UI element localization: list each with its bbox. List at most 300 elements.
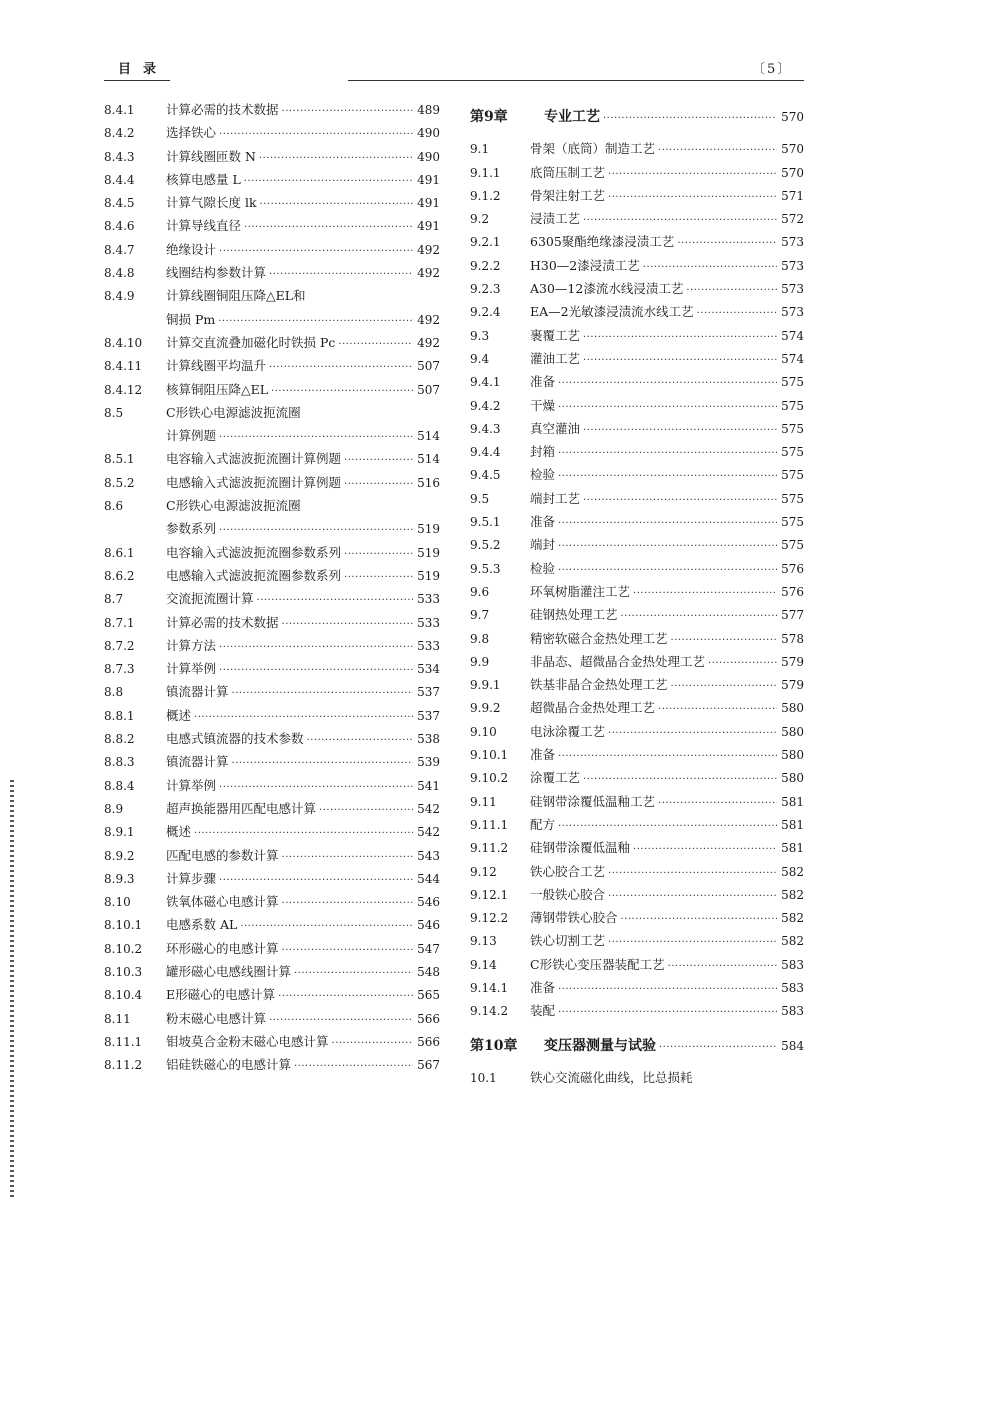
entry-title: E形磁心的电感计算 — [166, 987, 276, 1003]
entry-title: 超声换能器用匹配电感计算 — [166, 800, 317, 816]
toc-entry[interactable] — [104, 846, 440, 869]
leader-dots — [583, 215, 777, 226]
leader-dots — [259, 153, 413, 164]
leader-dots — [319, 805, 413, 816]
entry-title: 精密软磁合金热处理工艺 — [530, 630, 668, 646]
toc-entry[interactable] — [470, 652, 804, 675]
toc-entry[interactable] — [104, 240, 440, 263]
entry-number: 9.12.2 — [470, 911, 509, 926]
entry-title: A30—12漆流水线浸渍工艺 — [530, 281, 684, 297]
entry-page: 583 — [781, 980, 804, 995]
entry-title: 6305聚酯绝缘漆浸渍工艺 — [530, 234, 675, 250]
entry-page: 573 — [781, 258, 804, 273]
entry-number: 9.3 — [470, 328, 490, 343]
entry-number: 8.8.1 — [104, 708, 135, 723]
entry-page: 581 — [781, 817, 804, 832]
leader-dots — [219, 642, 413, 653]
entry-page: 489 — [417, 103, 440, 117]
entry-number: 8.7.2 — [104, 638, 135, 653]
entry-number: 9.1.2 — [470, 188, 501, 203]
entry-number: 8.9.2 — [104, 848, 135, 863]
entry-number: 8.9 — [104, 801, 124, 816]
entry-page: 566 — [417, 1011, 440, 1026]
toc-entry[interactable] — [470, 698, 804, 721]
entry-number: 10.1 — [470, 1070, 497, 1085]
leader-dots — [558, 751, 777, 762]
entry-number: 9.12 — [470, 864, 497, 879]
leader-dots — [219, 525, 413, 536]
entry-title: 概述 — [166, 824, 192, 840]
toc-right-column — [470, 100, 804, 1091]
leader-dots — [677, 238, 777, 249]
entry-page: 541 — [417, 778, 440, 793]
leader-dots — [583, 355, 777, 366]
entry-page: 566 — [417, 1034, 440, 1049]
leader-dots — [219, 665, 413, 676]
toc-entry[interactable] — [470, 256, 804, 279]
chapter-title: 变压器测量与试验 — [544, 1037, 656, 1054]
entry-page: 492 — [417, 242, 440, 257]
leader-dots — [282, 898, 413, 909]
toc-entry[interactable] — [104, 985, 440, 1008]
toc-entry[interactable] — [470, 722, 804, 745]
entry-title: 铁心胶合工艺 — [530, 863, 606, 879]
leader-dots — [671, 681, 777, 692]
toc-entry[interactable] — [104, 799, 440, 822]
toc-entry[interactable] — [104, 706, 440, 729]
entry-page: 533 — [417, 615, 440, 630]
entry-page: 548 — [417, 964, 440, 979]
entry-title: 底筒压制工艺 — [530, 164, 606, 180]
entry-page: 580 — [781, 701, 804, 716]
entry-title: 镇流器计算 — [166, 684, 229, 700]
leader-dots — [558, 471, 777, 482]
leader-dots — [558, 402, 777, 413]
entry-number: 9.6 — [470, 584, 490, 599]
entry-title: 电感输入式滤波扼流圈参数系列 — [166, 567, 342, 583]
entry-page: 578 — [781, 631, 804, 646]
leader-dots — [658, 704, 777, 715]
chapter-9-heading[interactable] — [470, 106, 804, 129]
entry-number: 8.11 — [104, 1011, 131, 1026]
entry-page: 533 — [417, 638, 440, 653]
entry-number: 9.2.2 — [470, 258, 501, 273]
entry-page: 575 — [781, 445, 804, 460]
entry-page: 537 — [417, 708, 440, 723]
toc-entry[interactable] — [104, 426, 440, 449]
entry-title: 骨架（底筒）制造工艺 — [530, 141, 656, 157]
running-header-left: 目录 — [118, 62, 169, 77]
toc-entry[interactable] — [104, 776, 440, 799]
entry-number: 9.9 — [470, 654, 490, 669]
entry-number: 9.14.2 — [470, 1004, 509, 1019]
leader-dots — [608, 728, 777, 739]
entry-title: 罐形磁心电感线圈计算 — [166, 963, 292, 979]
entry-number: 8.8.2 — [104, 732, 135, 747]
toc-entry[interactable] — [104, 519, 440, 542]
leader-dots — [219, 246, 413, 257]
leader-dots — [603, 113, 777, 124]
toc-entry[interactable] — [104, 869, 440, 892]
toc-entry[interactable] — [104, 939, 440, 962]
toc-entry[interactable] — [470, 675, 804, 698]
entry-title: 铁基非晶合金热处理工艺 — [530, 677, 668, 693]
entry-page: 575 — [781, 375, 804, 390]
entry-number: 8.4.7 — [104, 242, 135, 257]
toc-entry[interactable] — [470, 186, 804, 209]
leader-dots — [344, 455, 413, 466]
toc-entry[interactable] — [104, 310, 440, 333]
entry-title: 硅钢带涂覆低温釉工艺 — [530, 793, 656, 809]
entry-page: 519 — [417, 545, 440, 560]
toc-entry[interactable] — [470, 302, 804, 325]
leader-dots — [659, 1042, 777, 1053]
entry-title: 计算导线直径 — [166, 218, 242, 234]
leader-dots — [294, 968, 413, 979]
entry-title: 计算必需的技术数据 — [166, 614, 279, 630]
entry-title: 检验 — [530, 560, 556, 576]
entry-page: 580 — [781, 724, 804, 739]
entry-title: 铁心交流磁化曲线，比总损耗 — [530, 1069, 693, 1085]
entry-title: 计算必需的技术数据 — [166, 102, 279, 117]
entry-number: 9.8 — [470, 631, 490, 646]
entry-number: 9.7 — [470, 608, 490, 623]
entry-number: 9.4.2 — [470, 398, 501, 413]
leader-dots — [583, 332, 777, 343]
entry-title: 电感输入式滤波扼流圈计算例题 — [166, 474, 342, 490]
leader-dots — [558, 448, 777, 459]
entry-page: 490 — [417, 126, 440, 141]
toc-entry[interactable] — [104, 100, 440, 123]
entry-page: 492 — [417, 312, 440, 327]
toc-entry[interactable] — [104, 286, 440, 309]
leader-dots — [332, 1038, 413, 1049]
entry-page: 542 — [417, 825, 440, 840]
leader-dots — [194, 712, 413, 723]
entry-title: 准备 — [530, 514, 556, 530]
toc-entry[interactable] — [470, 232, 804, 255]
entry-page: 575 — [781, 515, 804, 530]
entry-number: 8.5.1 — [104, 452, 135, 467]
entry-title: 非晶态、超微晶合金热处理工艺 — [530, 653, 706, 669]
toc-entry[interactable] — [470, 465, 804, 488]
entry-page: 577 — [781, 608, 804, 623]
toc-entry[interactable] — [104, 915, 440, 938]
toc-entry[interactable] — [104, 333, 440, 356]
leader-dots — [282, 619, 413, 630]
entry-page: 519 — [417, 522, 440, 537]
entry-page: 581 — [781, 841, 804, 856]
entry-number: 9.4 — [470, 351, 490, 366]
toc-entry[interactable] — [104, 752, 440, 775]
entry-number: 9.4.3 — [470, 421, 501, 436]
chapter-number: 第10章 — [470, 1037, 518, 1054]
entry-title: 计算线圈匝数 N — [166, 148, 256, 164]
entry-page: 573 — [781, 235, 804, 250]
toc-entry[interactable] — [470, 908, 804, 931]
entry-number: 9.11.1 — [470, 817, 509, 832]
entry-page: 492 — [417, 266, 440, 281]
entry-page: 580 — [781, 748, 804, 763]
entry-page: 579 — [781, 654, 804, 669]
leader-dots — [608, 937, 777, 948]
toc-entry[interactable] — [470, 209, 804, 232]
toc-entry[interactable] — [104, 496, 440, 519]
toc-entry[interactable] — [104, 1032, 440, 1055]
entry-title: 准备 — [530, 374, 556, 390]
entry-title: 封箱 — [530, 444, 556, 460]
entry-title: 绝缘设计 — [166, 241, 217, 257]
toc-entry[interactable] — [104, 822, 440, 845]
entry-title: 超微晶合金热处理工艺 — [530, 700, 656, 716]
toc-entry[interactable] — [470, 489, 804, 512]
leader-dots — [686, 285, 777, 296]
entry-page: 514 — [417, 452, 440, 467]
leader-dots — [621, 611, 777, 622]
toc-entry[interactable] — [104, 589, 440, 612]
entry-title: 准备 — [530, 747, 556, 763]
leader-dots — [257, 595, 413, 606]
entry-page: 582 — [781, 864, 804, 879]
entry-title: 参数系列 — [166, 521, 217, 537]
leader-dots — [558, 821, 777, 832]
toc-entry[interactable] — [104, 473, 440, 496]
leader-dots — [344, 549, 413, 560]
toc-entry[interactable] — [470, 1068, 804, 1091]
entry-title: 灌油工艺 — [530, 350, 581, 366]
toc-entry[interactable] — [470, 396, 804, 419]
entry-page: 534 — [417, 662, 440, 677]
entry-title: 真空灌油 — [530, 420, 581, 436]
entry-title: 计算例题 — [166, 428, 217, 444]
leader-dots — [244, 176, 413, 187]
toc-entry[interactable] — [470, 978, 804, 1001]
leader-dots — [282, 106, 413, 117]
toc-entry[interactable] — [104, 123, 440, 146]
toc-entry[interactable] — [104, 193, 440, 216]
entry-title: 端封 — [530, 537, 556, 553]
entry-page: 571 — [781, 188, 804, 203]
entry-page: 576 — [781, 561, 804, 576]
leader-dots — [697, 308, 777, 319]
leader-dots — [583, 425, 777, 436]
toc-entry[interactable] — [470, 582, 804, 605]
toc-entry[interactable] — [470, 838, 804, 861]
entry-title: 铝硅铁磁心的电感计算 — [166, 1057, 292, 1073]
leader-dots — [282, 945, 413, 956]
toc-entry[interactable] — [104, 1009, 440, 1032]
entry-page: 576 — [781, 584, 804, 599]
toc-entry[interactable] — [104, 1055, 440, 1078]
entry-title: 选择铁心 — [166, 125, 217, 141]
leader-dots — [294, 1061, 413, 1072]
entry-page: 575 — [781, 398, 804, 413]
toc-entry[interactable] — [104, 216, 440, 239]
entry-number: 9.1 — [470, 142, 490, 157]
entry-page: 574 — [781, 351, 804, 366]
chapter-number: 第9章 — [470, 109, 508, 125]
toc-entry[interactable] — [470, 862, 804, 885]
entry-number: 8.10 — [104, 895, 131, 910]
toc-entry[interactable] — [470, 768, 804, 791]
leader-dots — [260, 199, 413, 210]
toc-entry[interactable] — [470, 745, 804, 768]
entry-page: 546 — [417, 918, 440, 933]
entry-title: 薄钢带铁心胶合 — [530, 910, 618, 926]
entry-page: 538 — [417, 732, 440, 747]
toc-entry[interactable] — [470, 419, 804, 442]
toc-entry[interactable] — [470, 885, 804, 908]
entry-page: 491 — [417, 172, 440, 187]
entry-page: 573 — [781, 282, 804, 297]
toc-entry[interactable] — [104, 566, 440, 589]
chapter-title: 专业工艺 — [544, 109, 600, 125]
entry-number: 8.9.1 — [104, 825, 135, 840]
leader-dots — [240, 921, 413, 932]
toc-entry[interactable] — [470, 349, 804, 372]
entry-number: 8.4.5 — [104, 196, 135, 211]
entry-number: 9.14 — [470, 957, 497, 972]
entry-number: 8.4.10 — [104, 335, 143, 350]
leader-dots — [558, 518, 777, 529]
entry-number: 8.7.3 — [104, 662, 135, 677]
entry-number: 9.10.1 — [470, 748, 509, 763]
leader-dots — [608, 169, 777, 180]
entry-title: 环氧树脂灌注工艺 — [530, 583, 631, 599]
entry-number: 9.2 — [470, 212, 490, 227]
toc-entry[interactable] — [470, 629, 804, 652]
chapter-10-heading[interactable] — [470, 1035, 804, 1058]
leader-dots — [633, 844, 777, 855]
entry-page: 575 — [781, 538, 804, 553]
entry-title: 核算铜阻压降△EL — [166, 381, 269, 397]
entry-number: 8.11.2 — [104, 1058, 143, 1073]
toc-entry[interactable] — [470, 512, 804, 535]
entry-title: 计算线圈平均温升 — [166, 358, 267, 374]
leader-dots — [269, 269, 413, 280]
toc-entry[interactable] — [104, 682, 440, 705]
entry-title: 铜损 Pm — [166, 311, 216, 327]
toc-entry[interactable] — [104, 263, 440, 286]
toc-entry[interactable] — [104, 449, 440, 472]
entry-page: 516 — [417, 475, 440, 490]
toc-entry[interactable] — [104, 613, 440, 636]
entry-page: 491 — [417, 196, 440, 211]
toc-entry[interactable] — [470, 442, 804, 465]
entry-number: 8.4.6 — [104, 219, 135, 234]
leader-dots — [583, 495, 777, 506]
scan-edge-mark — [10, 780, 14, 1200]
entry-title: 浸渍工艺 — [530, 211, 581, 227]
leader-dots — [658, 145, 777, 156]
entry-number: 8.9.3 — [104, 871, 135, 886]
entry-title: 准备 — [530, 979, 556, 995]
toc-entry[interactable] — [470, 1001, 804, 1024]
entry-number: 8.4.2 — [104, 126, 135, 141]
entry-title: 线圈结构参数计算 — [166, 265, 267, 281]
toc-entry[interactable] — [470, 535, 804, 558]
entry-page: 575 — [781, 468, 804, 483]
toc-entry[interactable] — [470, 279, 804, 302]
entry-number: 8.8 — [104, 685, 124, 700]
entry-number: 8.4.12 — [104, 382, 143, 397]
entry-page: 575 — [781, 491, 804, 506]
leader-dots — [219, 875, 413, 886]
leader-dots — [708, 658, 777, 669]
entry-page: 543 — [417, 848, 440, 863]
entry-title: 干燥 — [530, 397, 556, 413]
entry-title: C形铁心电源滤波扼流圈 — [166, 498, 301, 514]
entry-number: 8.8.3 — [104, 755, 135, 770]
entry-title: 计算线圈铜阻压降△EL和 — [166, 288, 306, 304]
entry-number: 8.8.4 — [104, 778, 135, 793]
entry-number: 8.10.2 — [104, 941, 143, 956]
entry-number: 8.5 — [104, 405, 124, 420]
entry-number: 9.9.1 — [470, 678, 501, 693]
entry-page: 547 — [417, 941, 440, 956]
toc-entry[interactable] — [470, 326, 804, 349]
entry-number: 8.7.1 — [104, 615, 135, 630]
toc-entry[interactable] — [470, 605, 804, 628]
entry-title: 计算举例 — [166, 777, 217, 793]
leader-dots — [194, 828, 413, 839]
leader-dots — [583, 774, 777, 785]
entry-number: 9.11 — [470, 794, 497, 809]
entry-title: 计算气隙长度 lk — [166, 195, 257, 211]
toc-entry[interactable] — [470, 139, 804, 162]
entry-title: 核算电感量 L — [166, 171, 241, 187]
chapter-page: 584 — [781, 1038, 804, 1053]
toc-entry[interactable] — [104, 170, 440, 193]
toc-entry[interactable] — [104, 892, 440, 915]
entry-number: 8.6 — [104, 499, 124, 514]
leader-dots — [269, 362, 413, 373]
toc-entry[interactable] — [104, 403, 440, 426]
toc-entry[interactable] — [470, 372, 804, 395]
entry-page: 565 — [417, 988, 440, 1003]
entry-title: 裹覆工艺 — [530, 327, 581, 343]
entry-page: 582 — [781, 887, 804, 902]
toc-entry[interactable] — [104, 636, 440, 659]
toc-entry[interactable] — [104, 356, 440, 379]
toc-entry[interactable] — [104, 147, 440, 170]
entry-number: 9.1.1 — [470, 165, 501, 180]
leader-dots — [608, 192, 777, 203]
toc-entry[interactable] — [104, 659, 440, 682]
toc-entry[interactable] — [470, 931, 804, 954]
entry-page: 570 — [781, 165, 804, 180]
toc-entry[interactable] — [470, 955, 804, 978]
toc-entry[interactable] — [470, 559, 804, 582]
entry-page: 544 — [417, 871, 440, 886]
toc-entry[interactable] — [470, 163, 804, 186]
page-number: 〔5〕 — [752, 62, 793, 77]
toc-entry[interactable] — [104, 543, 440, 566]
entry-page: 583 — [781, 957, 804, 972]
leader-dots — [344, 572, 413, 583]
entry-title: 交流扼流圈计算 — [166, 591, 254, 607]
entry-title: EA—2光敏漆浸渍流水线工艺 — [530, 304, 694, 320]
entry-title: 概述 — [166, 707, 192, 723]
toc-entry[interactable] — [104, 380, 440, 403]
toc-entry[interactable] — [470, 815, 804, 838]
entry-title: 计算交直流叠加磁化时铁损 Pc — [166, 334, 336, 350]
toc-entry[interactable] — [470, 792, 804, 815]
toc-entry[interactable] — [104, 962, 440, 985]
toc-entry[interactable] — [104, 729, 440, 752]
entry-number: 9.5.3 — [470, 561, 501, 576]
leader-dots — [558, 378, 777, 389]
